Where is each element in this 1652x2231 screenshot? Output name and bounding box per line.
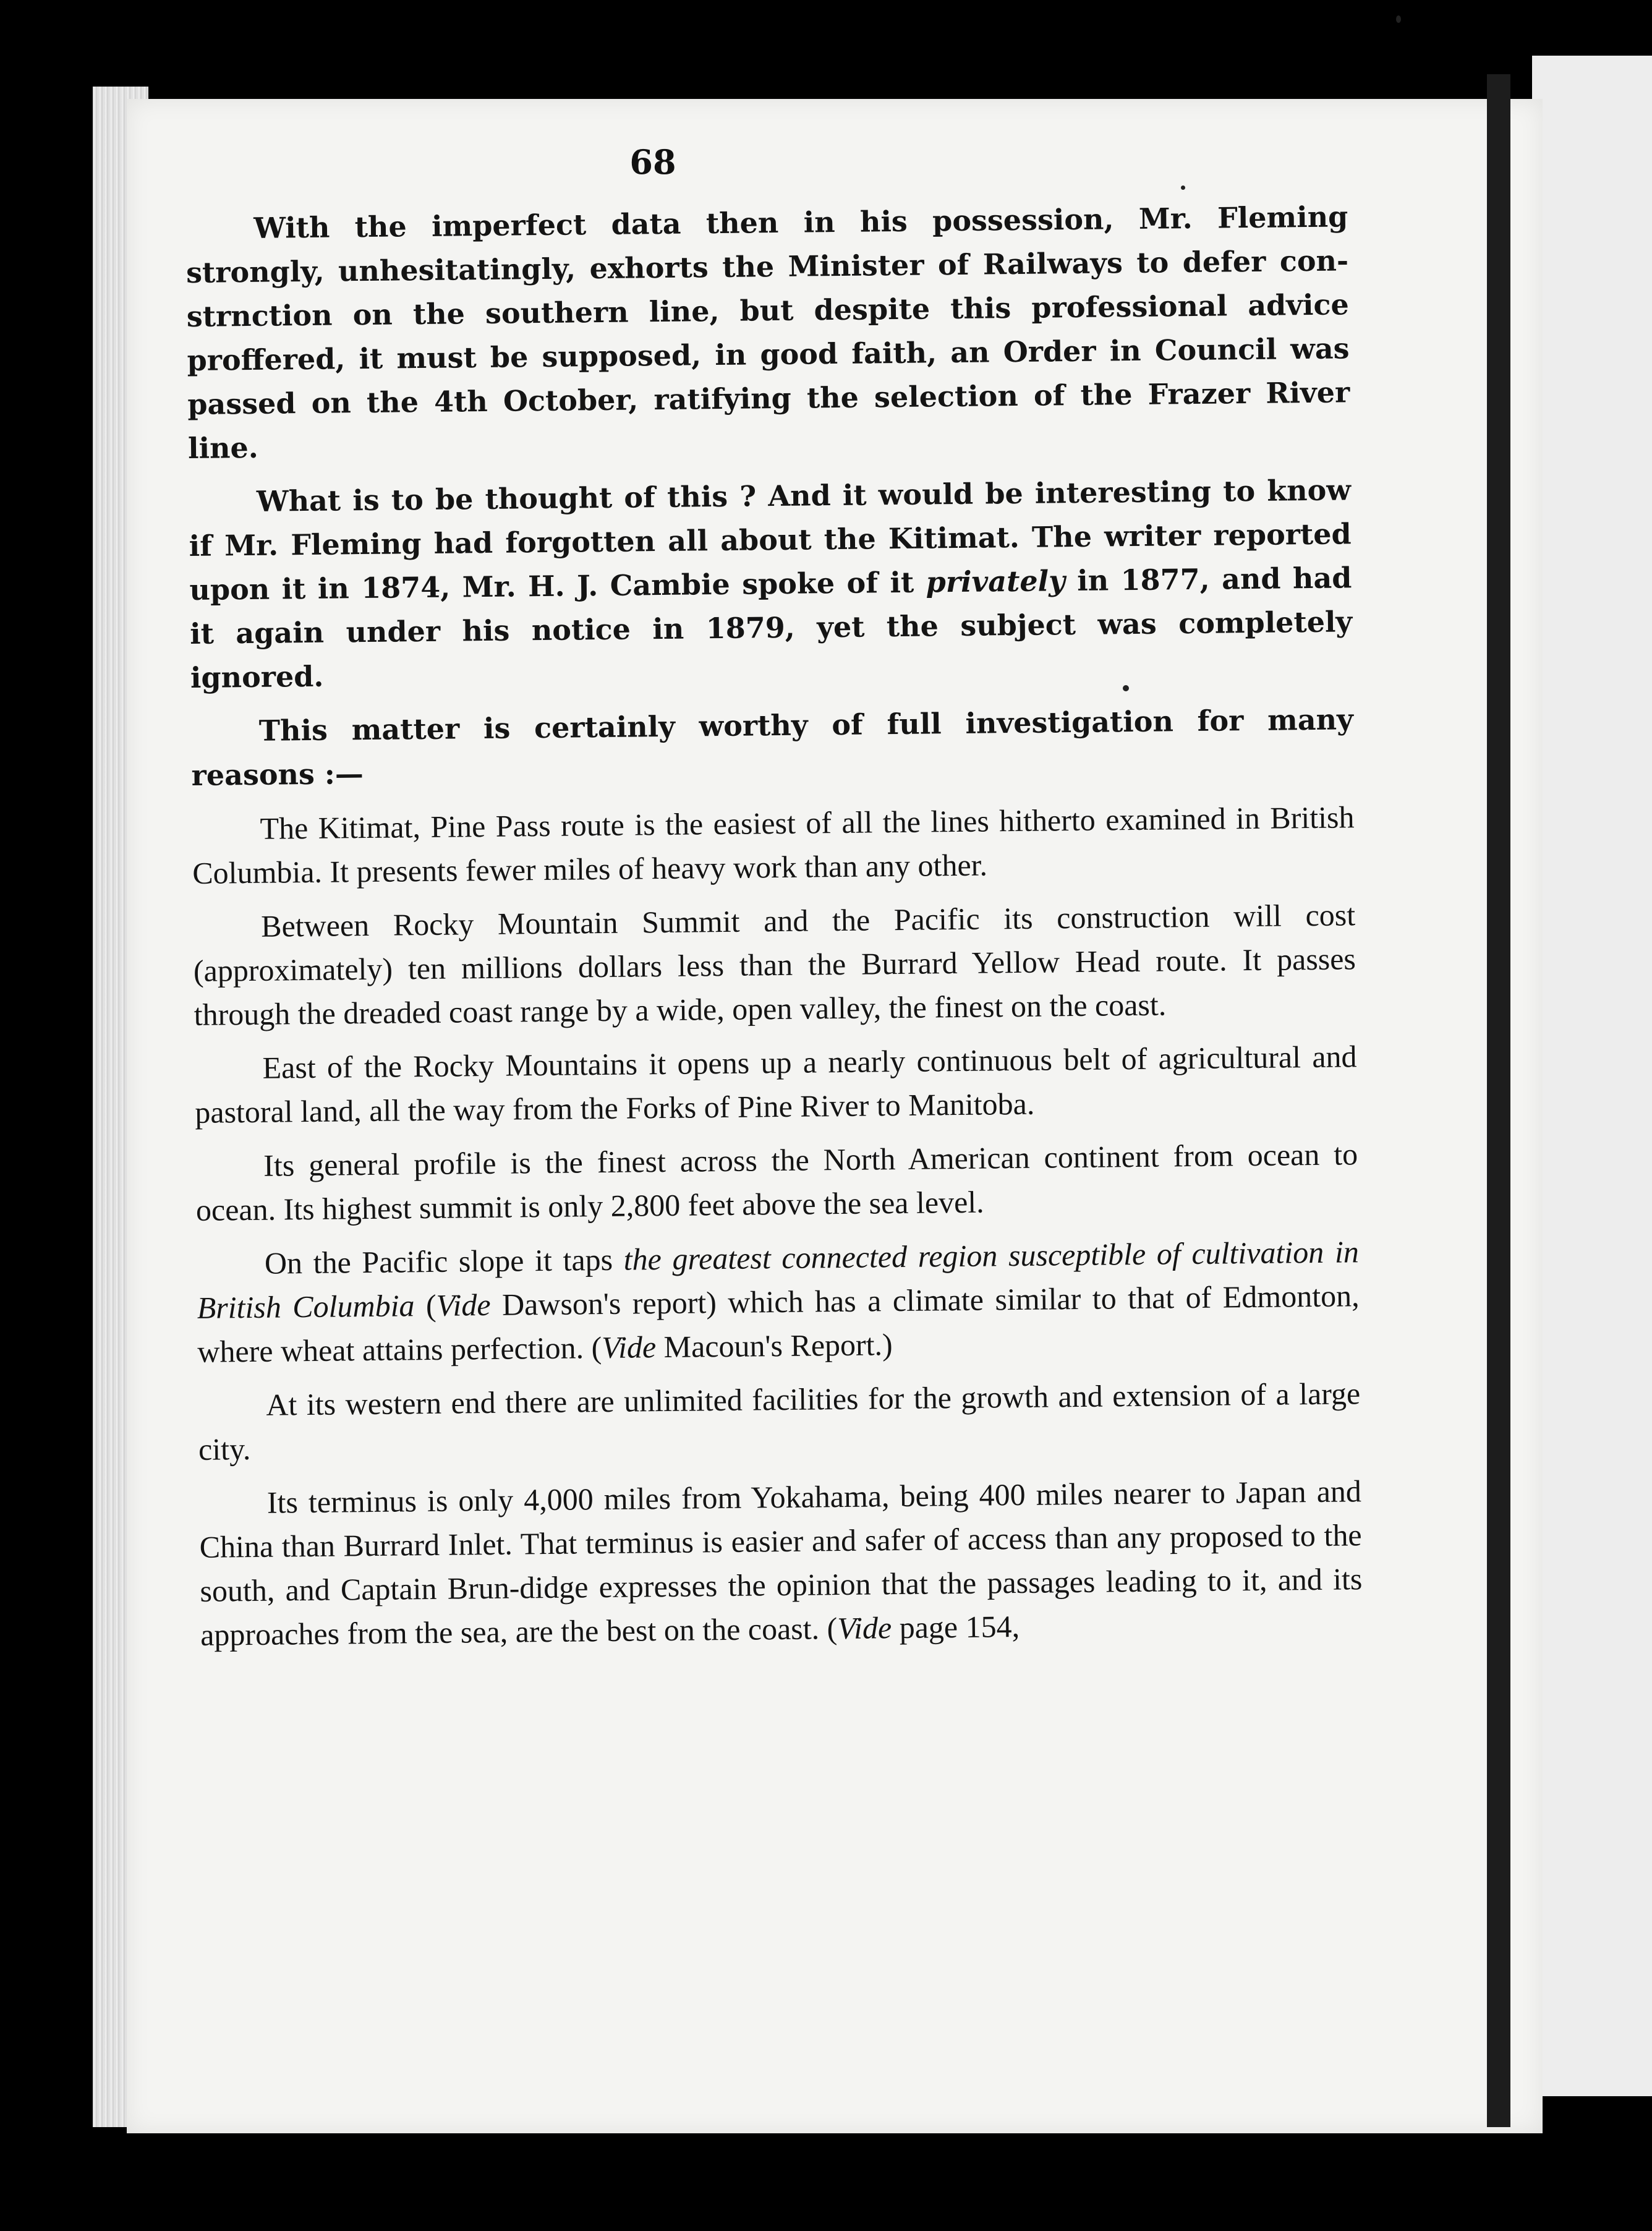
paragraph-p7 <box>195 1132 1358 1232</box>
text-run: ( <box>414 1287 436 1323</box>
ink-speck <box>1396 15 1401 23</box>
text-run: What is to be thought of this ? And it would be interesting to know if Mr. Fleming had forgotten all about the Kitimat. The writer reported upon it in 1874, Mr. H. J. Cambie spoke of it <box>189 473 1352 607</box>
italic-text: the greatest connected region susceptible of cultivation in British Columbia <box>197 1234 1360 1325</box>
body-text <box>185 195 1363 1667</box>
paragraph-p8 <box>197 1230 1360 1374</box>
text-run: This matter is certainly worthy of full investigation for many reasons :— <box>191 702 1354 792</box>
ink-speck <box>1181 186 1185 190</box>
page-number: 68 <box>629 142 676 182</box>
text-run: The Kitimat, Pine Pass route is the easiest of all the lines hitherto examined in British Columbia. It presents fewer miles of heavy work than any other. <box>192 800 1355 890</box>
paragraph-p10 <box>199 1469 1363 1657</box>
paragraph-p2 <box>189 468 1353 700</box>
paragraph-p4 <box>192 795 1355 895</box>
text-run: in 1877, and had it again under his notice in 1879, yet the subject was completely ignored. <box>189 561 1353 694</box>
paragraph-p3 <box>191 697 1354 798</box>
paragraph-p5 <box>193 893 1356 1037</box>
facing-page-edge <box>1532 56 1652 2096</box>
paragraph-p1 <box>185 195 1350 471</box>
text-run: With the imperfect data then in his possession, Mr. Fleming strongly, unhesitatingly, exhorts the Minister of Railways to defer con-strnction on the southern line, but despite this professional advice proffered, it must be supposed, in good faith, an Order in Council was passed on the 4th October, ratifying the selection of the Frazer River line. <box>185 200 1350 465</box>
italic-text: Vide <box>436 1287 491 1323</box>
text-run: Between Rocky Mountain Summit and the Pacific its construction will cost (approximately) ten millions dollars less than the Burrard Yellow Head route. It passes through the dreaded coast range by a wide, open valley, the finest on the coast. <box>193 897 1356 1032</box>
spine-shadow <box>1487 74 1510 2127</box>
italic-text: Vide <box>837 1610 892 1646</box>
text-run: At its western end there are unlimited facilities for the growth and extension of a large city. <box>198 1376 1361 1467</box>
text-run: Dawson's report) which has a climate similar to that of Edmonton, where wheat attains perfection. ( <box>197 1278 1360 1369</box>
text-run: Macoun's Report.) <box>655 1327 893 1365</box>
text-run: page 154, <box>891 1609 1020 1645</box>
ink-speck <box>1123 685 1129 691</box>
italic-text: Vide <box>601 1329 657 1365</box>
text-run: Its terminus is only 4,000 miles from Yokahama, being 400 miles nearer to Japan and China than Burrard Inlet. That terminus is easier and safer of access than any proposed to the south, and Captain Brun-didge expresses the opinion that the passages leading to it, and its approaches from the sea, are the best on the coast. ( <box>199 1474 1363 1652</box>
text-run: Its general profile is the finest across the North American continent from ocean to ocean. Its highest summit is only 2,800 feet above the sea level. <box>195 1137 1358 1227</box>
italic-text: privately <box>926 564 1066 599</box>
paragraph-p9 <box>198 1371 1361 1472</box>
text-run: East of the Rocky Mountains it opens up a nearly continuous belt of agricultural and pastoral land, all the way from the Forks of Pine River to Manitoba. <box>195 1039 1357 1130</box>
paragraph-p6 <box>194 1034 1357 1135</box>
text-run: On the Pacific slope it taps <box>264 1242 624 1281</box>
